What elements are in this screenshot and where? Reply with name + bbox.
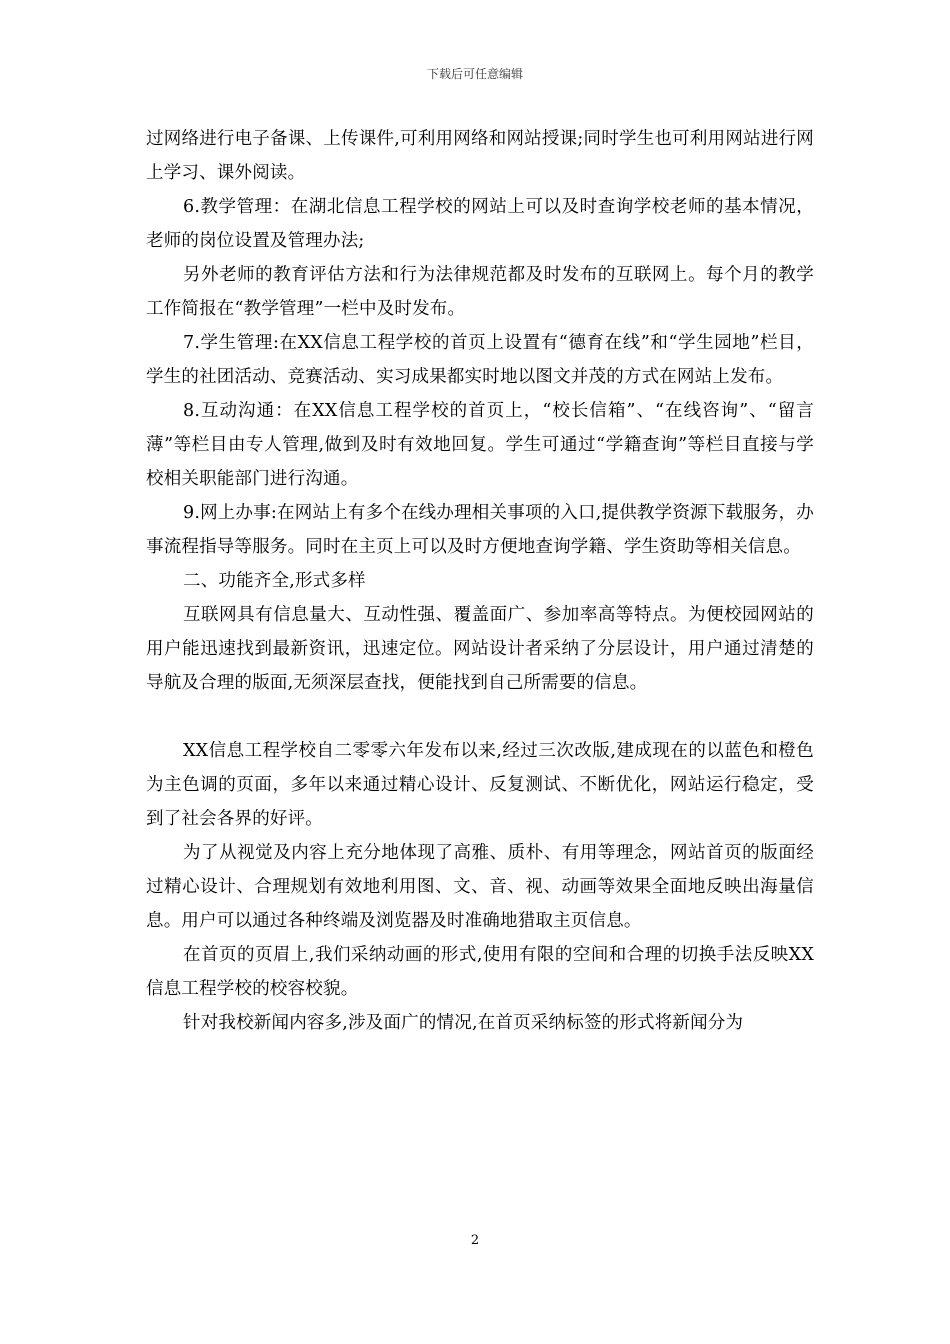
page-header: 下载后可任意编辑	[426, 67, 523, 81]
paragraph-website-history: XX信息工程学校自二零零六年发布以来,经过三次改版,建成现在的以蓝色和橙色为主色调的页面，多年以来通过精心设计、反复测试、不断优化，网站运行稳定，受到了社会各界的好评。	[146, 741, 814, 829]
paragraph-internet-features: 互联网具有信息量大、互动性强、覆盖面广、参加率高等特点。为便校园网站的用户能迅速找到最新资讯，迅速定位。网站设计者采纳了分层设计，用户通过清楚的导航及合理的版面,无须深层查找，便能找到自己所需要的信息。	[146, 605, 814, 693]
paragraph-online-affairs: 9.网上办事:在网站上有多个在线办理相关事项的入口,提供教学资源下载服务，办事流程指导等服务。同时在主页上可以及时方便地查询学籍、学生资助等相关信息。	[146, 503, 814, 557]
page-number: 2	[470, 1233, 480, 1248]
paragraph-continuation: 过网络进行电子备课、上传课件,可利用网络和网站授课;同时学生也可利用网站进行网上学习、课外阅读。	[146, 129, 814, 183]
paragraph-news-tabs: 针对我校新闻内容多,涉及面广的情况,在首页采纳标签的形式将新闻分为	[183, 1013, 744, 1033]
section-heading: 二、功能齐全,形式多样	[183, 571, 366, 591]
paragraph-teaching-management: 6.教学管理：在湖北信息工程学校的网站上可以及时查询学校老师的基本情况，老师的岗位设置及管理办法;	[146, 197, 814, 251]
paragraph-spacer	[146, 700, 814, 734]
paragraph-teacher-evaluation: 另外老师的教育评估方法和行为法律规范都及时发布的互联网上。每个月的教学工作简报在“教学管理”一栏中及时发布。	[146, 265, 814, 319]
paragraph-interactive-communication: 8.互动沟通：在XX信息工程学校的首页上，“校长信箱”、“在线咨询”、“留言薄”等栏目由专人管理,做到及时有效地回复。学生可通过“学籍查询”等栏目直接与学校相关职能部门进行沟通。	[146, 401, 814, 489]
paragraph-student-management: 7.学生管理:在XX信息工程学校的首页上设置有“德育在线”和“学生园地”栏目，学生的社团活动、竞赛活动、实习成果都实时地以图文并茂的方式在网站上发布。	[146, 333, 814, 387]
document-body	[146, 122, 814, 1040]
paragraph-design-concept: 为了从视觉及内容上充分地体现了高雅、质朴、有用等理念，网站首页的版面经过精心设计、合理规划有效地利用图、文、音、视、动画等效果全面地反映出海量信息。用户可以通过各种终端及浏览器及时准确地猎取主页信息。	[146, 843, 814, 931]
paragraph-homepage-header: 在首页的页眉上,我们采纳动画的形式,使用有限的空间和合理的切换手法反映XX信息工程学校的校容校貌。	[146, 945, 814, 999]
